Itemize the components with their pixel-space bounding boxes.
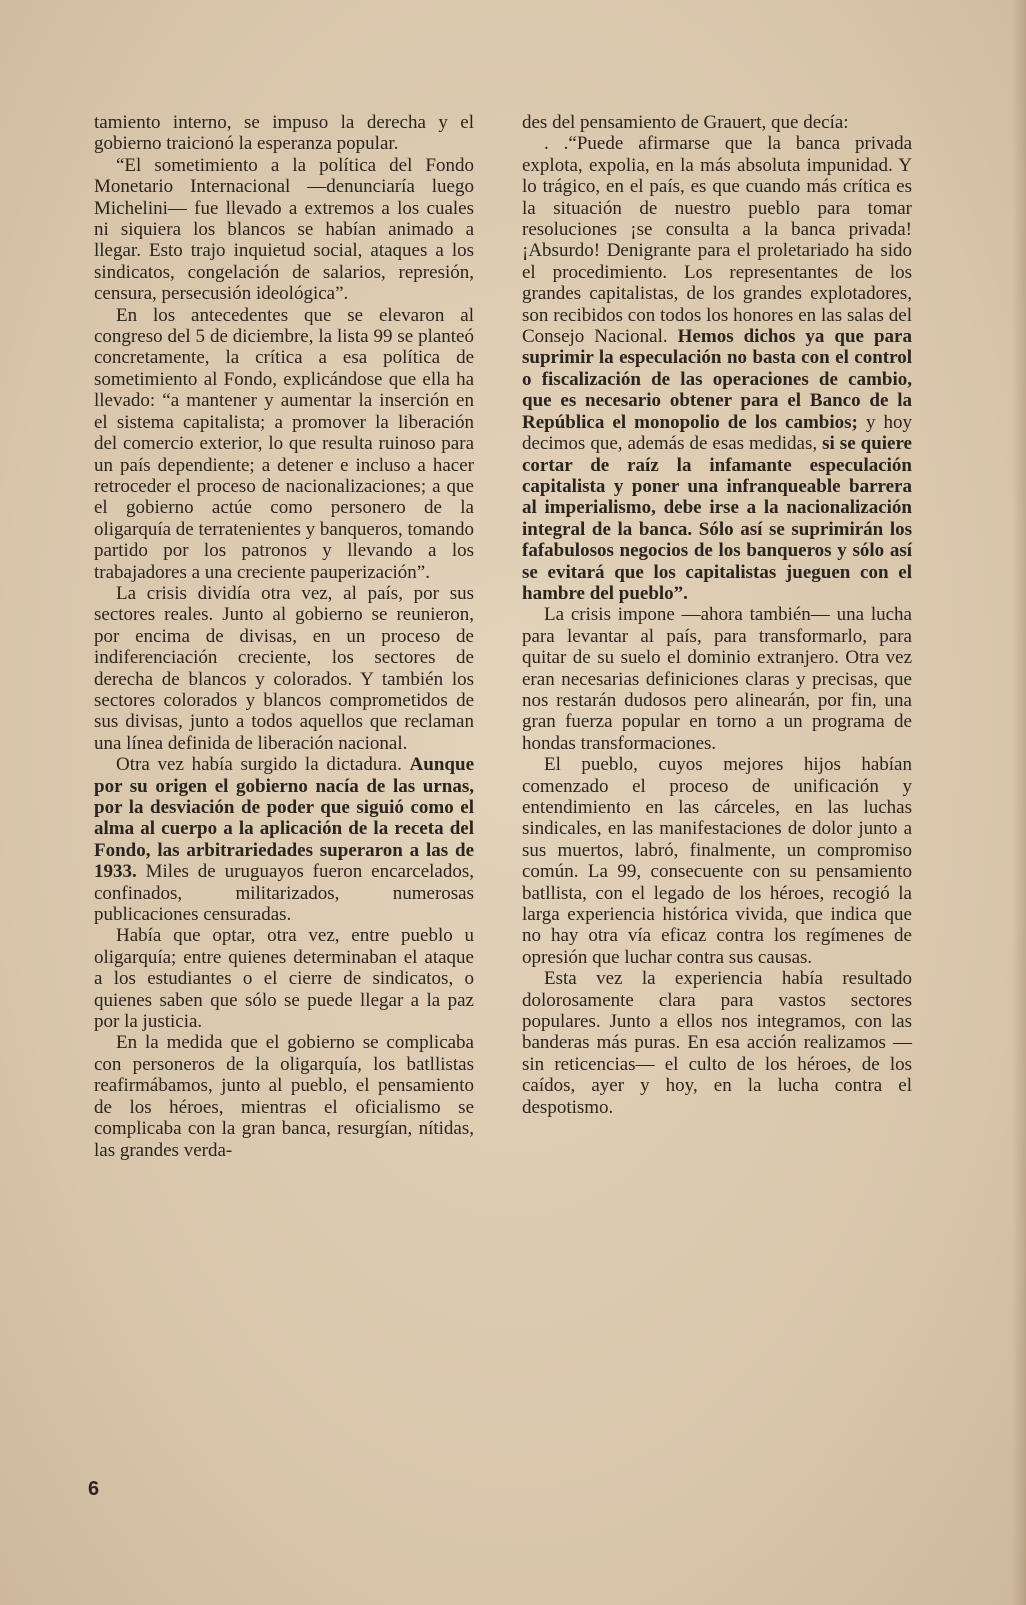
text-segment: tamiento interno, se impuso la derecha y el gobierno traicionó la esperanza popular. (94, 112, 474, 155)
paragraph (522, 968, 912, 1118)
text-segment: Miles de uruguayos fueron encarcelados, confinados, militarizados, numerosas publicaciones censuradas. (94, 861, 474, 926)
paragraph (94, 305, 474, 583)
bold-text-segment: si se quiere cortar de raíz la infamante especulación capitalista y poner una infranqueable barrera al imperialismo, debe irse a la nacionalización integral de la banca. Sólo así se suprimirán los fafabulosos negocios de los banqueros y sólo así se evitará que los capitalistas jueguen con el hambre del pueblo”. (522, 433, 912, 604)
paragraph (522, 754, 912, 968)
bold-text-segment: Hemos dichos ya que para suprimir la especulación no basta con el control o fiscalización de las operaciones de cambio, que es necesario obtener para el Banco de la República el monopolio de los cambios; (522, 326, 912, 433)
paragraph (522, 112, 912, 133)
text-segment: El pueblo, cuyos mejores hijos habían comenzado el proceso de unificación y entendimiento en las cárceles, en las luchas sindicales, en las manifestaciones de dolor junto a sus muertos, labró, finalmente, un compromiso común. La 99, consecuente con su pensamiento batllista, con el legado de los héroes, recogió la larga experiencia histórica vivida, que indica que no hay otra vía eficaz contra los regímenes de opresión que luchar contra sus causas. (522, 754, 912, 968)
paragraph (94, 754, 474, 925)
text-segment: y hoy decimos que, además de esas medidas, (522, 411, 913, 455)
text-segment: Otra vez había surgido la dictadura. (116, 754, 410, 776)
paragraph (522, 604, 912, 754)
page-number: 6 (88, 1478, 100, 1500)
text-segment: des del pensamiento de Grauert, que decía: (522, 112, 849, 133)
text-column-right (522, 112, 912, 1118)
paragraph (94, 155, 474, 305)
text-segment: La crisis impone —ahora también— una lucha para levantar al país, para transformarlo, para quitar de su suelo el dominio extranjero. Otra vez eran necesarias definiciones claras y precisas, que nos restarán dudosos pero alinearán, por fin, una gran fuerza popular en torno a un programa de hondas transformaciones. (522, 604, 912, 754)
text-segment: La crisis dividía otra vez, al país, por sus sectores reales. Junto al gobierno se reunieron, por encima de divisas, en un proceso de indiferenciación creciente, los sectores de derecha de blancos y colorados. Y también los sectores colorados y blancos comprometidos de sus divisas, junto a todos aquellos que reclaman una línea definida de liberación nacional. (94, 582, 474, 754)
paragraph (94, 583, 474, 754)
text-segment: Había que optar, otra vez, entre pueblo u oligarquía; entre quienes determinaban el ataque a los estudiantes o el cierre de sindicatos, o quienes saben que sólo se puede llegar a la paz por la justicia. (94, 925, 474, 1033)
text-segment: En los antecedentes que se elevaron al congreso del 5 de diciembre, la lista 99 se planteó concretamente, la crítica a esa política de sometimiento al Fondo, explicándose que ella ha llevado: “a mantener y aumentar la inserción en el sistema capitalista; a promover la liberación del comercio exterior, lo que resulta ruinoso para un país dependiente; a detener e incluso a hacer retroceder el proceso de nacionalizaciones; a que el gobierno actúe como personero de la oligarquía de terratenientes y banqueros, tomando partido por los patronos y llevando a los trabajadores a una creciente pauperización”. (94, 304, 474, 583)
page-edge-shadow (1012, 0, 1026, 1605)
paragraph (94, 925, 474, 1032)
text-column-left (94, 112, 474, 1161)
bold-text-segment: Aunque por su origen el gobierno nacía de las urnas, por la desviación de poder que siguió como el alma al cuerpo a la aplicación de la receta del Fondo, las arbitrariedades superaron a las de 1933. (94, 754, 474, 883)
text-segment: En la medida que el gobierno se complicaba con personeros de la oligarquía, los batllistas reafirmábamos, junto al pueblo, el pensamiento de los héroes, mientras el oficialismo se complicaba con la gran banca, resurgían, nítidas, las grandes verda- (94, 1032, 474, 1161)
text-segment: Esta vez la experiencia había resultado dolorosamente clara para vastos sectores populares. Junto a ellos nos integramos, con las banderas más puras. En esa acción realizamos —sin reticencias— el culto de los héroes, de los caídos, ayer y hoy, en la lucha contra el despotismo. (522, 968, 912, 1118)
paragraph (94, 112, 474, 155)
paragraph (522, 133, 912, 604)
paragraph (94, 1032, 474, 1160)
text-segment: . .“Puede afirmarse que la banca privada explota, expolia, en la más absoluta impunidad. Y lo trágico, en el país, es que cuando más crítica es la situación de nuestro pueblo para tomar resoluciones ¡se consulta a la banca privada! ¡Absurdo! Denigrante para el proletariado ha sido el procedimiento. Los representantes de los grandes capitalistas, de los grandes explotadores, son recibidos con todos los honores en las salas del Consejo Nacional. (522, 133, 912, 348)
text-segment: “El sometimiento a la política del Fondo Monetario Internacional —denunciaría luego Michelini— fue llevado a extremos a los cuales ni siquiera los blancos se habían animado a llegar. Esto trajo inquietud social, ataques a los sindicatos, congelación de salarios, represión, censura, persecusión ideológica”. (94, 154, 474, 305)
